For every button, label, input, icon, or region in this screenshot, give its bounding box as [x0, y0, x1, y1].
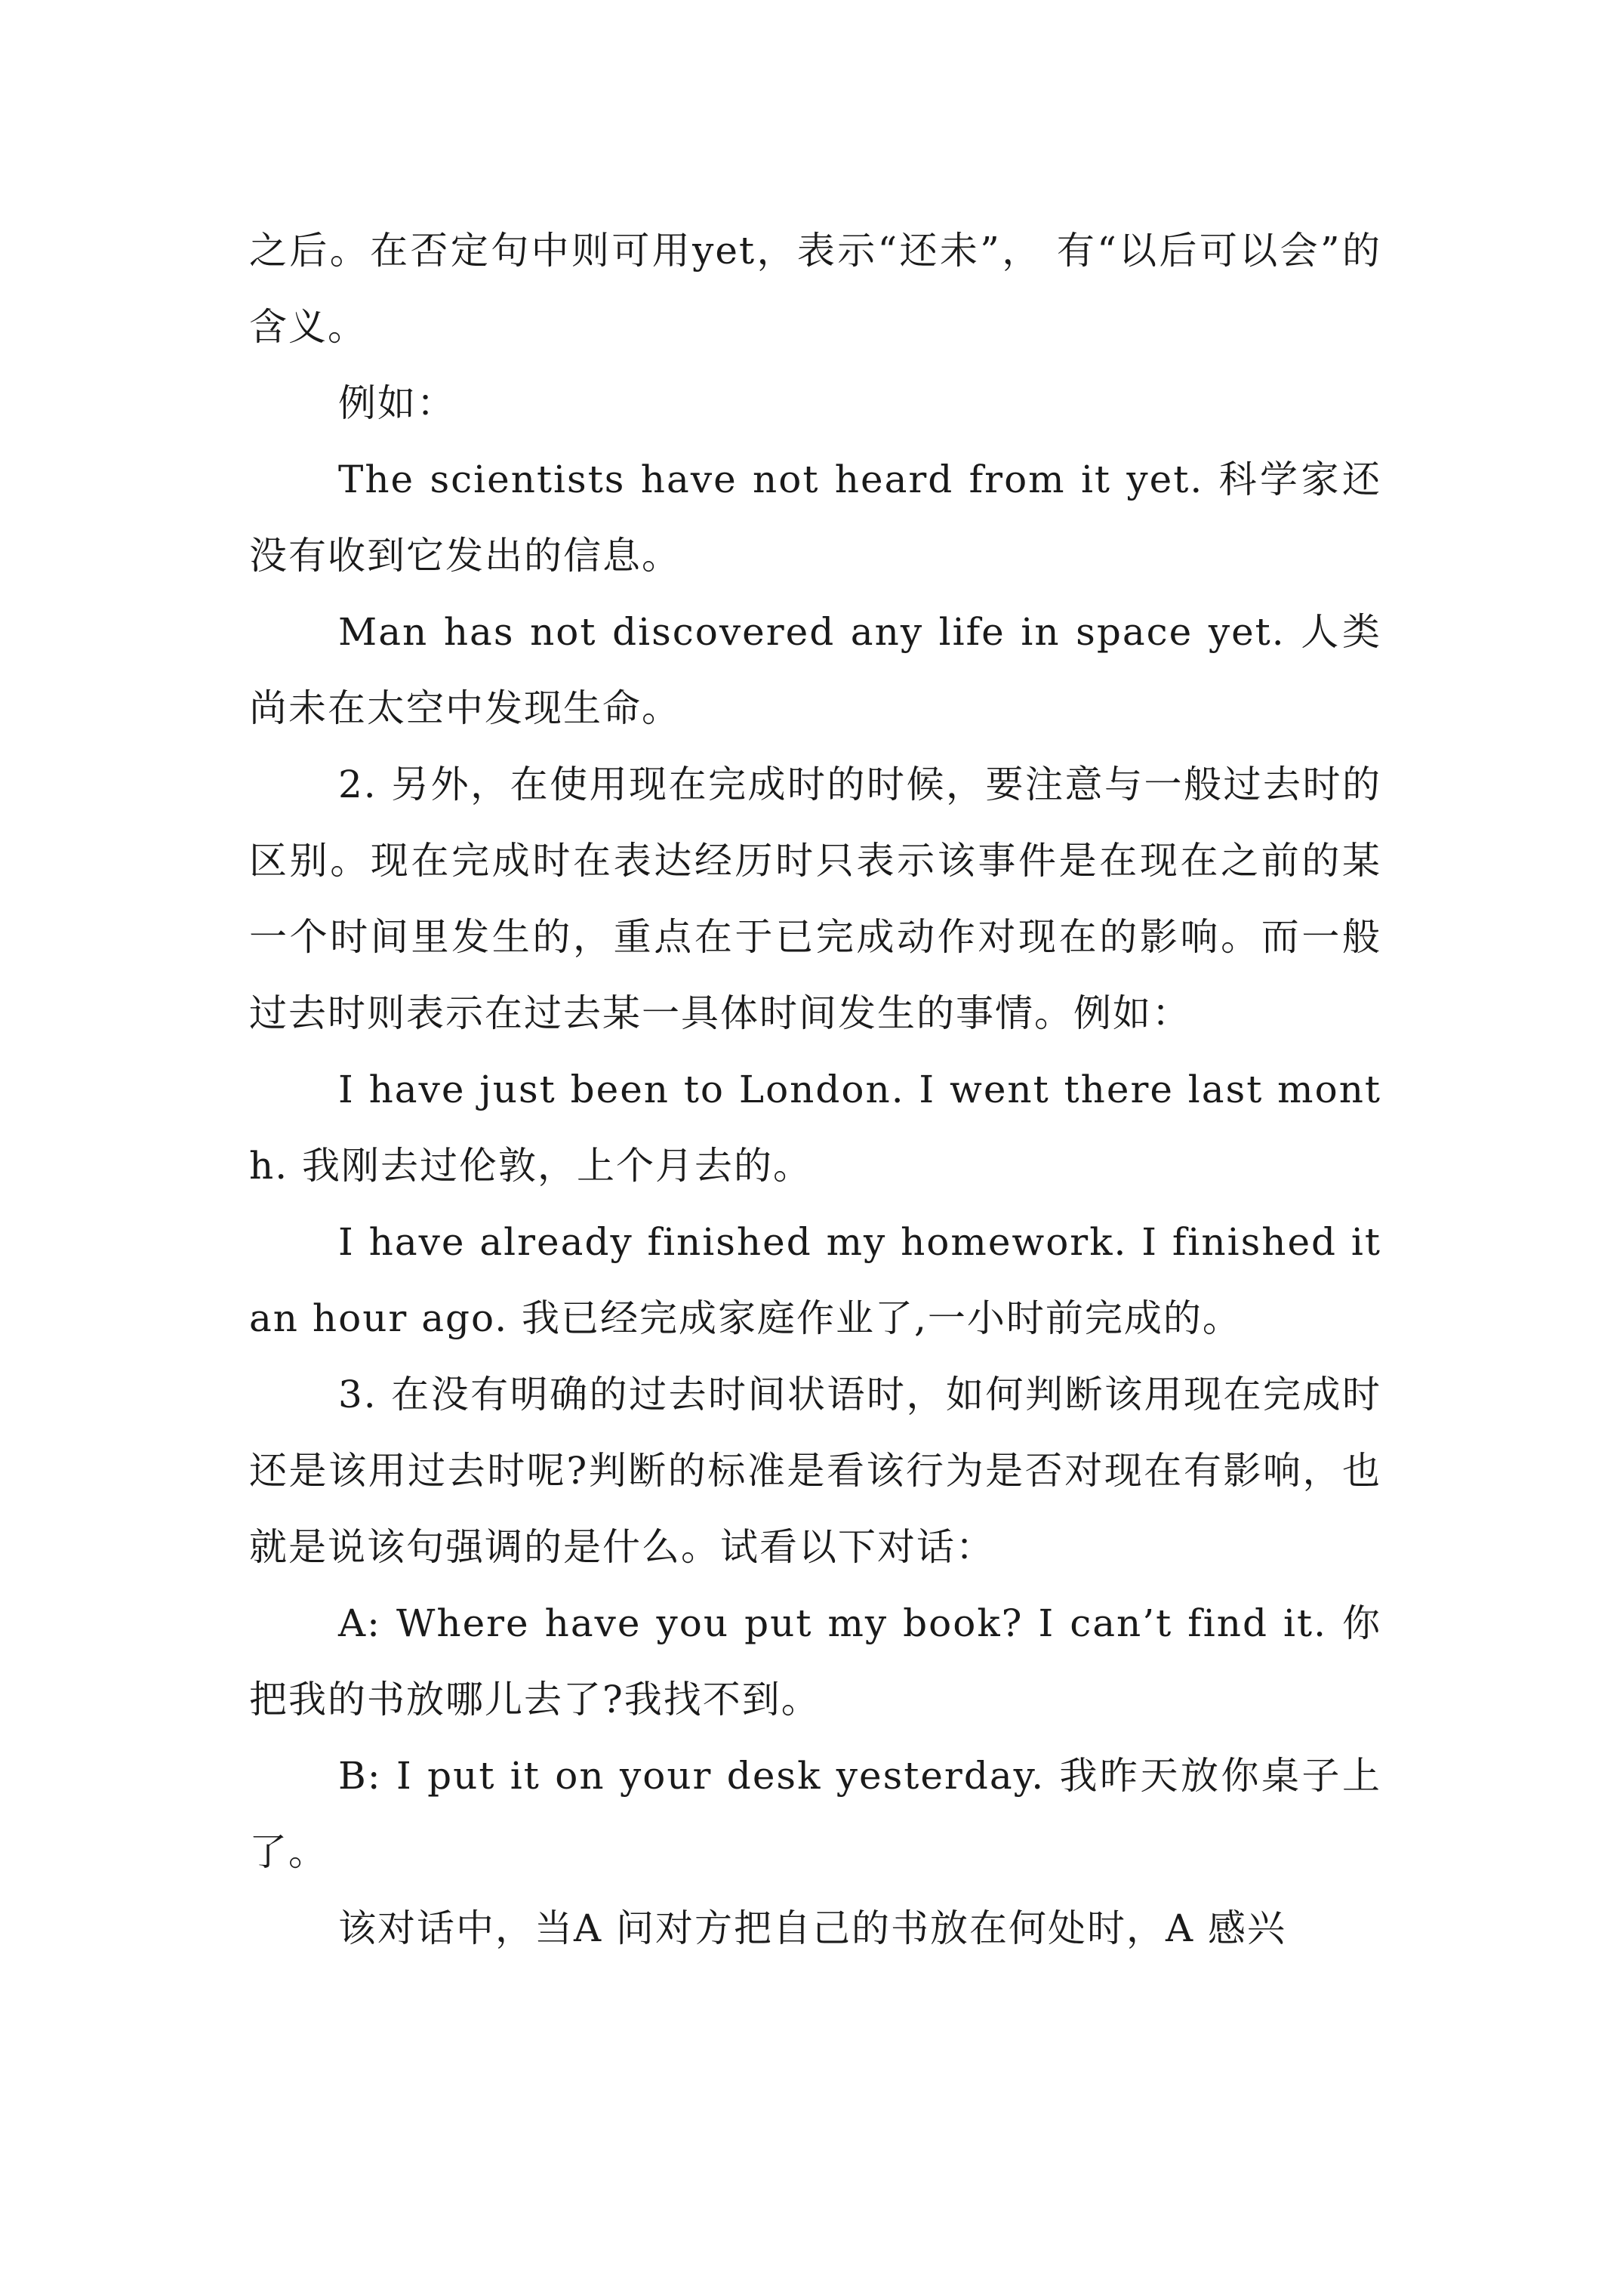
- example-homework: I have already finished my homework. I finished it an hour ago. 我已经完成家庭作业了,一小时前完成的。: [249, 1220, 1381, 1340]
- dialogue-a: A: Where have you put my book? I can’t find it. 你把我的书放哪儿去了?我找不到。: [249, 1601, 1381, 1721]
- document-body: [249, 213, 1381, 1967]
- paragraph-example-label: 例如：: [338, 381, 456, 425]
- example-scientists: The scientists have not heard from it yet. 科学家还没有收到它发出的信息。: [249, 458, 1381, 578]
- paragraph-dialogue-analysis: 该对话中，当A 问对方把自己的书放在何处时，A 感兴: [338, 1906, 1287, 1950]
- example-man-space: Man has not discovered any life in space yet. 人类尚未在太空中发现生命。: [249, 610, 1381, 730]
- paragraph-point-2: 2. 另外，在使用现在完成时的时候，要注意与一般过去时的区别。现在完成时在表达经历时只表示该事件是在现在之前的某一个时间里发生的，重点在于已完成动作对现在的影响。而一般过去时则表示在过去某一具体时间发生的事情。例如：: [249, 763, 1381, 1035]
- paragraph-negative-yet: 之后。在否定句中则可用yet，表示“还未”， 有“以后可以会”的含义。: [249, 229, 1381, 349]
- example-london: I have just been to London. I went there last month. 我刚去过伦敦，上个月去的。: [249, 1068, 1381, 1188]
- dialogue-b: B: I put it on your desk yesterday. 我昨天放你桌子上了。: [249, 1754, 1381, 1874]
- paragraph-point-3: 3. 在没有明确的过去时间状语时，如何判断该用现在完成时还是该用过去时呢?判断的标准是看该行为是否对现在有影响，也就是说该句强调的是什么。试看以下对话：: [249, 1373, 1381, 1569]
